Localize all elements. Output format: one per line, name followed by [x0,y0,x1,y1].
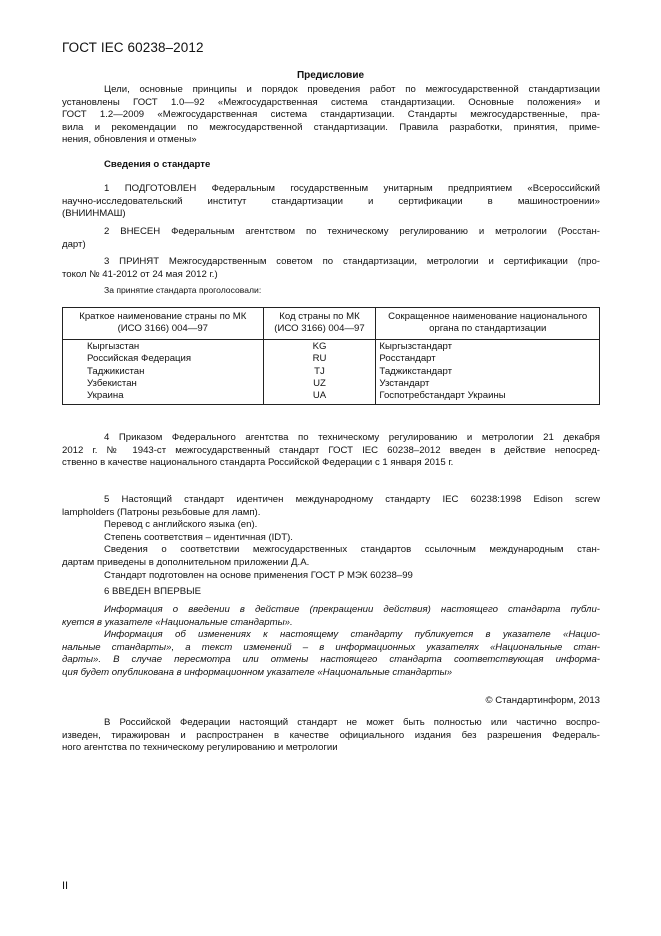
table-row [63,366,600,378]
copyright: © Стандартинформ, 2013 [485,695,600,706]
country-cell: Кыргызстан [63,339,264,353]
item-6-title: 6 ВВЕДЕН ВПЕРВЫЕ [104,586,202,597]
text-line: 2 ВНЕСЕН Федеральным агентством по техническому регулированию и метрологии (Росстан- [104,226,600,237]
body-cell: Кыргызстандарт [376,339,600,353]
table-header-body: Сокращенное наименование национального органа по стандартизации [376,308,600,340]
document-header: ГОСТ IEC 60238–2012 [62,40,204,55]
text-line: ного агентства по техническому регулированию и метрологии [62,742,338,754]
info-title: Сведения о стандарте [104,159,211,170]
code-cell: RU [263,353,376,365]
table-row [63,339,600,353]
text-line: Стандарт подготовлен на основе применения ГОСТ Р МЭК 60238–99 [104,569,413,581]
page-number: II [62,880,69,892]
text-line: Степень соответствия – идентичная (IDT). [104,531,293,543]
text-line: дарт) [62,238,86,250]
item-4 [62,432,600,470]
text-line: токол № 41-2012 от 24 мая 2012 г.) [62,268,218,280]
text-line: Перевод с английского языка (en). [104,519,258,531]
text-line: 2012 г. № 1943-ст межгосударственный стандарт ГОСТ IEC 60238–2012 введен в действие непосред- [62,444,600,456]
item-5 [62,494,600,582]
table-row [63,378,600,390]
text-line: 3 ПРИНЯТ Межгосударственным советом по стандартизации, метрологии и сертификации (про- [104,256,600,267]
text-line: вила и рекомендации по межгосударственной стандартизации. Правила разработки, принятия, приме- [62,121,600,133]
text-line: ственно в качестве национального стандарта Российской Федерации с 1 января 2015 г. [62,457,454,469]
table-row [63,390,600,404]
body-cell: Росстандарт [376,353,600,365]
code-cell: UZ [263,378,376,390]
text-line: 1 ПОДГОТОВЛЕН Федеральным государственным унитарным предприятием «Всероссийский [104,183,600,194]
text-line: куется в указателе «Национальные стандарты». [62,616,293,628]
text-line: нения, обновления и отмены» [62,134,197,146]
country-cell: Узбекистан [63,378,264,390]
body-cell: Госпотребстандарт Украины [376,390,600,404]
vote-note: За принятие стандарта проголосовали: [104,285,262,295]
text-line: lampholders (Патроны резьбовые для ламп). [62,506,261,518]
code-cell: UA [263,390,376,404]
text-line: дарты». В случае пересмотра или отмены настоящего стандарта соответствующая информа- [62,654,600,666]
preface-title: Предисловие [296,70,365,81]
table-row [63,353,600,365]
text-line: дартам приведены в дополнительном приложении Д.А. [62,556,310,568]
closing-text [62,717,600,755]
text-line: ГОСТ 1.2—2009 «Межгосударственная система стандартизации. Стандарты межгосударственные, пра- [62,109,600,121]
info-item-3 [62,256,600,281]
info-item-2 [62,226,600,251]
text-line: нальные стандарты», а текст изменений – в информационных указателях «Национальные стан- [62,641,600,653]
text-line: 4 Приказом Федерального агентства по техническому регулированию и метрологии 21 декабря [104,432,600,443]
body-cell: Таджикстандарт [376,366,600,378]
code-cell: TJ [263,366,376,378]
text-line: 5 Настоящий стандарт идентичен международному стандарту IEC 60238:1998 Edison screw [104,494,600,505]
text-line: (ВНИИНМАШ) [62,208,126,220]
text-line: Информация об изменениях к настоящему стандарту публикуется в указателе «Нацио- [104,629,600,641]
item-6-text [62,604,600,680]
text-line: научно-исследовательский институт стандартизации и сертификации в машиностроении» [62,195,600,207]
text-line: Цели, основные принципы и порядок проведения работ по межгосударственной стандартизации [104,84,600,95]
table-header-row [63,308,600,340]
text-line: изведен, тиражирован и распространен в качестве официального издания без разрешения Федераль- [62,729,600,741]
info-item-1 [62,183,600,221]
text-line: установлены ГОСТ 1.0—92 «Межгосударственная система стандартизации. Основные положения» и [62,96,600,108]
country-cell: Таджикистан [63,366,264,378]
preface-text [62,84,600,147]
voting-table [62,307,600,405]
text-line: ция будет опубликована в информационном указателе «Национальные стандарты» [62,666,453,678]
country-cell: Украина [63,390,264,404]
text-line: В Российской Федерации настоящий стандарт не может быть полностью или частично воспро- [104,717,600,728]
code-cell: KG [263,339,376,353]
body-cell: Узстандарт [376,378,600,390]
country-cell: Российская Федерация [63,353,264,365]
text-line: Информация о введении в действие (прекращении действия) настоящего стандарта публи- [104,604,600,615]
table-header-code: Код страны по МК (ИСО 3166) 004—97 [263,308,376,340]
text-line: Сведения о соответствии межгосударственных стандартов ссылочным международным стан- [104,544,600,556]
table-header-country: Краткое наименование страны по МК (ИСО 3166) 004—97 [63,308,264,340]
